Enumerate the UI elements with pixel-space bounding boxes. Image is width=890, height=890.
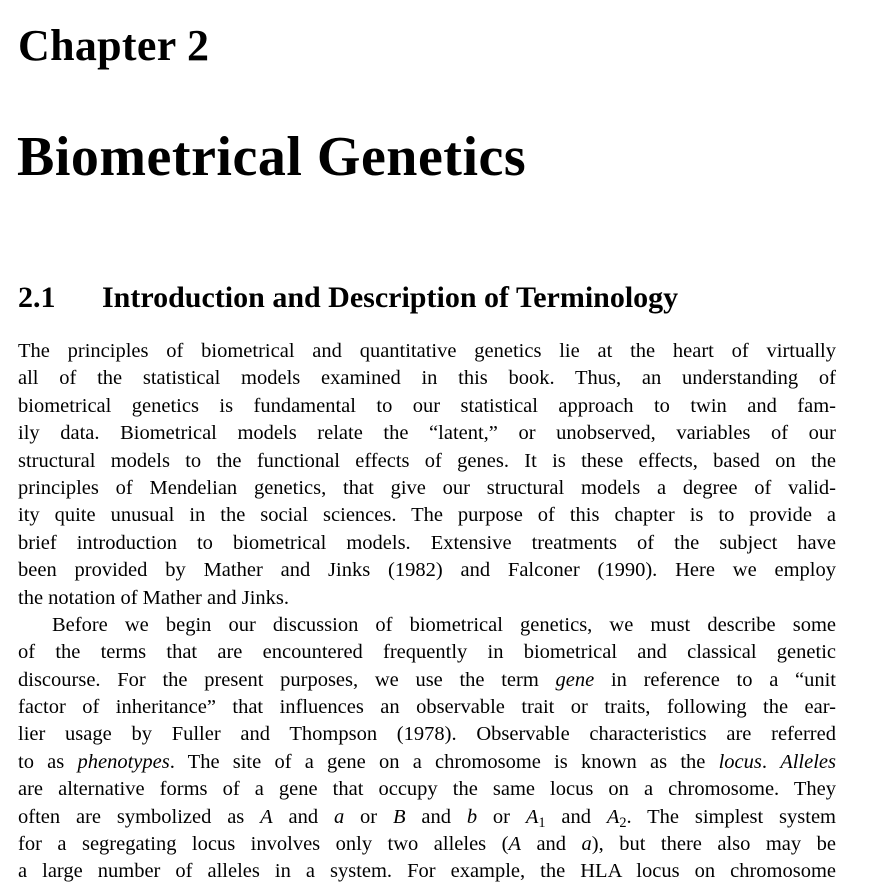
text-line: brief introduction to biometrical models. Extensive treatments of the subject have	[18, 531, 836, 554]
text-span: and	[520, 833, 582, 856]
text-span: and	[405, 805, 467, 828]
chapter-title: Biometrical Genetics	[17, 126, 527, 188]
text-line: of the terms that are encountered frequently in biometrical and classical genetic	[18, 641, 836, 664]
term-alleles: Alleles	[780, 750, 837, 773]
text-span: and	[272, 805, 334, 828]
chapter-label: Chapter 2	[18, 21, 210, 70]
text-line	[18, 667, 836, 694]
text-line: been provided by Mather and Jinks (1982) and Falconer (1990). Here we employ	[18, 559, 836, 582]
text-line: a large number of alleles in a system. For example, the HLA locus on chromosome	[18, 860, 836, 883]
text-span: and	[545, 805, 607, 828]
text-span: or	[477, 805, 526, 828]
math-symbol: a	[333, 805, 345, 828]
math-symbol: A	[606, 805, 620, 828]
math-subscript: 1	[538, 814, 546, 831]
term-gene: gene	[555, 668, 595, 691]
math-symbol: a	[581, 833, 592, 856]
text-line: structural models to the functional effects of genes. It is these effects, based on the	[18, 449, 836, 472]
math-symbol: A	[508, 833, 521, 856]
math-subscript: 2	[619, 814, 627, 831]
section-heading	[18, 280, 678, 316]
body-text	[18, 338, 836, 886]
section-number: 2.1	[18, 281, 56, 314]
text-span: . The simplest system	[626, 805, 836, 828]
text-span: ), but there also may be	[591, 833, 836, 856]
text-line: factor of inheritance” that influences an observable trait or traits, following the ear-	[18, 696, 836, 719]
math-symbol: B	[392, 805, 406, 828]
text-line: are alternative forms of a gene that occupy the same locus on a chromosome. They	[18, 778, 836, 801]
text-span: . The site of a gene on a chromosome is known as the	[169, 750, 719, 773]
text-span: .	[761, 750, 781, 773]
text-span: or	[344, 805, 393, 828]
text-line: biometrical genetics is fundamental to our statistical approach to twin and fam-	[18, 394, 836, 417]
term-locus: locus	[718, 750, 762, 773]
text-span: discourse. For the present purposes, we use the term	[18, 668, 556, 691]
text-line	[18, 831, 836, 858]
math-symbol: A	[525, 805, 539, 828]
paragraph-2	[18, 612, 836, 886]
text-line	[18, 804, 836, 831]
paragraph-1	[18, 338, 836, 612]
text-line: the notation of Mather and Jinks.	[18, 586, 290, 609]
text-line: ily data. Biometrical models relate the “latent,” or unobserved, variables of our	[18, 422, 836, 445]
text-line: Before we begin our discussion of biometrical genetics, we must describe some	[52, 613, 836, 636]
text-line: ity quite unusual in the social sciences. The purpose of this chapter is to provide a	[18, 504, 836, 527]
term-phenotypes: phenotypes	[77, 750, 170, 773]
text-line: The principles of biometrical and quantitative genetics lie at the heart of virtually	[18, 340, 836, 362]
text-span: in reference to a “unit	[594, 668, 836, 691]
math-symbol: A	[260, 805, 273, 828]
text-span: to as	[18, 750, 78, 773]
section-title: Introduction and Description of Terminology	[102, 281, 679, 314]
text-span: for a segregating locus involves only two alleles (	[18, 833, 509, 856]
text-span: often are symbolized as	[18, 805, 261, 828]
math-symbol: b	[466, 805, 478, 828]
text-line: principles of Mendelian genetics, that give our structural models a degree of valid-	[18, 476, 836, 499]
text-line: lier usage by Fuller and Thompson (1978). Observable characteristics are referred	[18, 723, 836, 746]
text-line: all of the statistical models examined in this book. Thus, an understanding of	[18, 367, 836, 390]
text-line	[18, 749, 836, 776]
